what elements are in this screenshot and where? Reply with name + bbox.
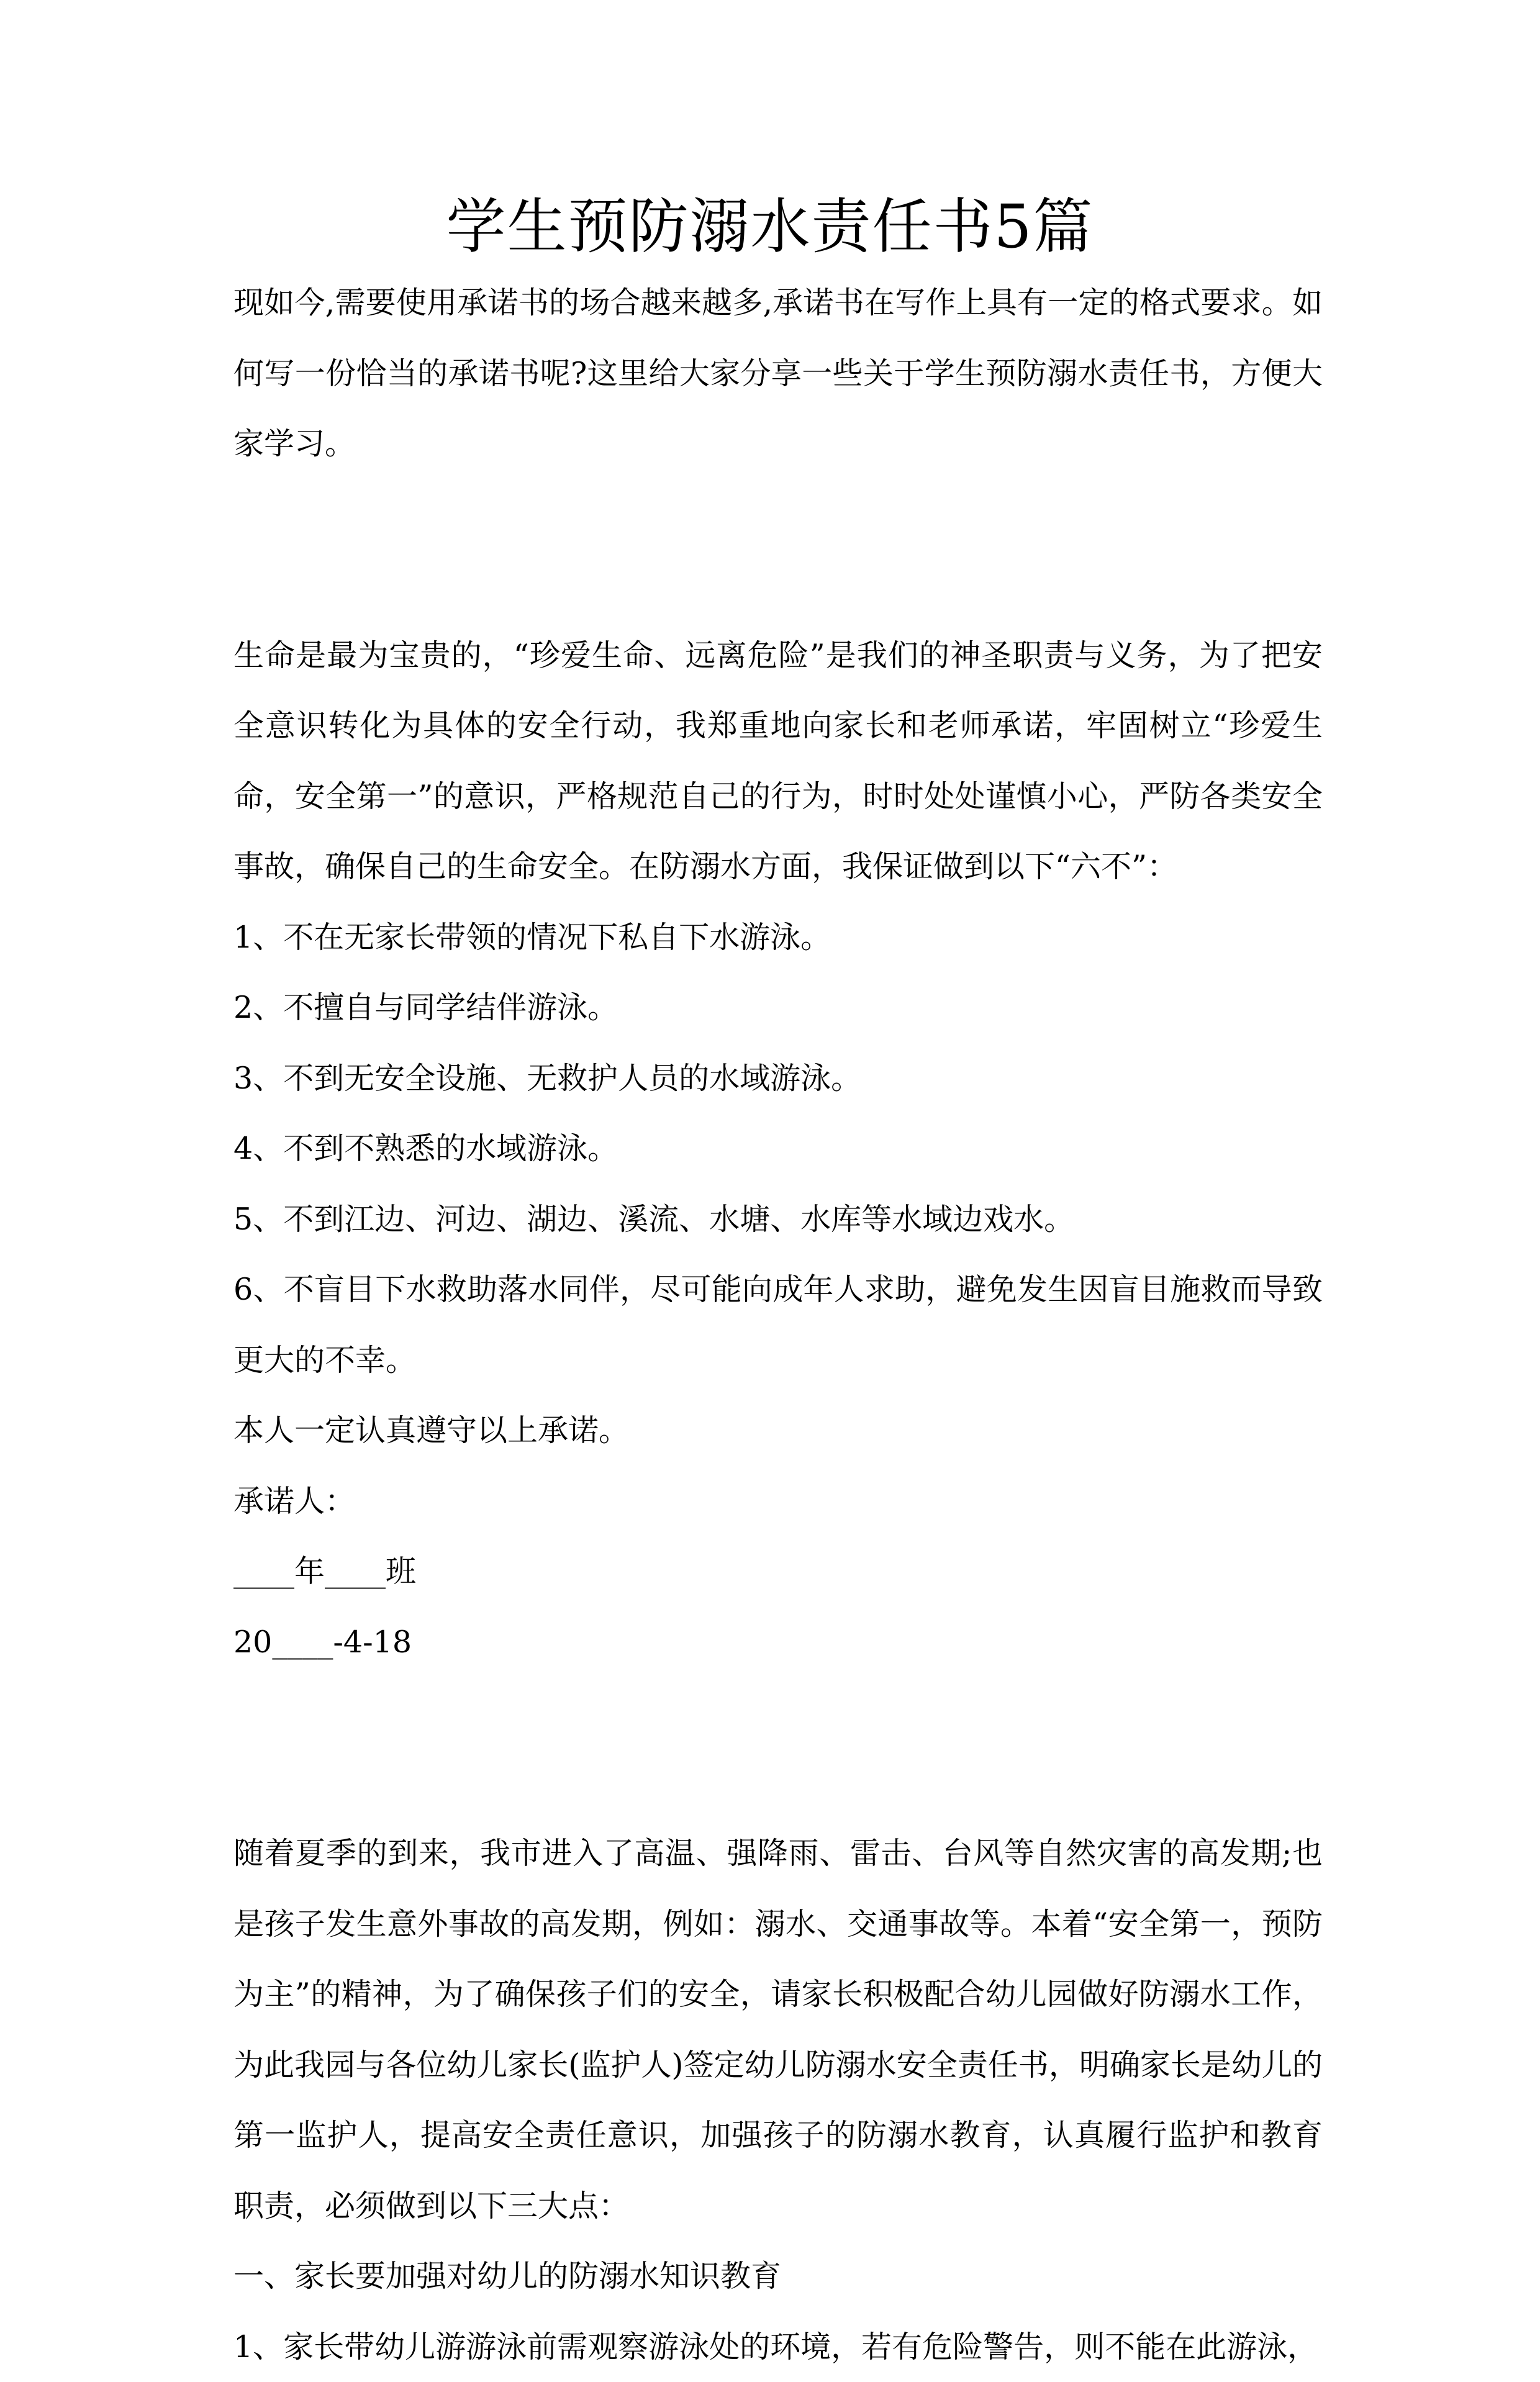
pledge-item-4: 4、不到不熟悉的水域游泳。 [233, 1113, 1323, 1184]
section-item-1: 1、家长带幼儿游游泳前需观察游泳处的环境，若有危险警告，则不能在此游泳， [233, 2312, 1323, 2382]
date-line: 20____-4-18 [233, 1607, 1323, 1678]
pledge-commitment: 本人一定认真遵守以上承诺。 [233, 1395, 1323, 1466]
grade-class-line: ____年____班 [233, 1536, 1323, 1607]
document-body [233, 268, 1323, 2382]
intro-paragraph: 现如今,需要使用承诺书的场合越来越多,承诺书在写作上具有一定的格式要求。如何写一份恰当的承诺书呢?这里给大家分享一些关于学生预防溺水责任书，方便大家学习。 [233, 268, 1323, 479]
section-gap [233, 479, 1323, 550]
pledge-item-3: 3、不到无安全设施、无救护人员的水域游泳。 [233, 1043, 1323, 1114]
pledge-item-2: 2、不擅自与同学结伴游泳。 [233, 972, 1323, 1043]
document-title: 学生预防溺水责任书5篇 [0, 186, 1540, 267]
pledger-label: 承诺人： [233, 1466, 1323, 1537]
section-heading-1: 一、家长要加强对幼儿的防溺水知识教育 [233, 2241, 1323, 2312]
section-gap [233, 550, 1323, 620]
pledge-item-5: 5、不到江边、河边、湖边、溪流、水塘、水库等水域边戏水。 [233, 1184, 1323, 1255]
section-gap [233, 1677, 1323, 1748]
section-gap [233, 1748, 1323, 1819]
pledge-paragraph: 生命是最为宝贵的，“珍爱生命、远离危险”是我们的神圣职责与义务，为了把安全意识转化为具体的安全行动，我郑重地向家长和老师承诺，牢固树立“珍爱生命，安全第一”的意识，严格规范自己的行为，时时处处谨慎小心，严防各类安全事故，确保自己的生命安全。在防溺水方面，我保证做到以下“六不”： [233, 620, 1323, 902]
kindergarten-paragraph: 随着夏季的到来，我市进入了高温、强降雨、雷击、台风等自然灾害的高发期;也是孩子发生意外事故的高发期，例如：溺水、交通事故等。本着“安全第一，预防为主”的精神，为了确保孩子们的安全，请家长积极配合幼儿园做好防溺水工作，为此我园与各位幼儿家长(监护人)签定幼儿防溺水安全责任书，明确家长是幼儿的第一监护人，提高安全责任意识，加强孩子的防溺水教育，认真履行监护和教育职责，必须做到以下三大点： [233, 1818, 1323, 2241]
pledge-item-6: 6、不盲目下水救助落水同伴，尽可能向成年人求助，避免发生因盲目施救而导致更大的不幸。 [233, 1254, 1323, 1395]
pledge-item-1: 1、不在无家长带领的情况下私自下水游泳。 [233, 902, 1323, 973]
